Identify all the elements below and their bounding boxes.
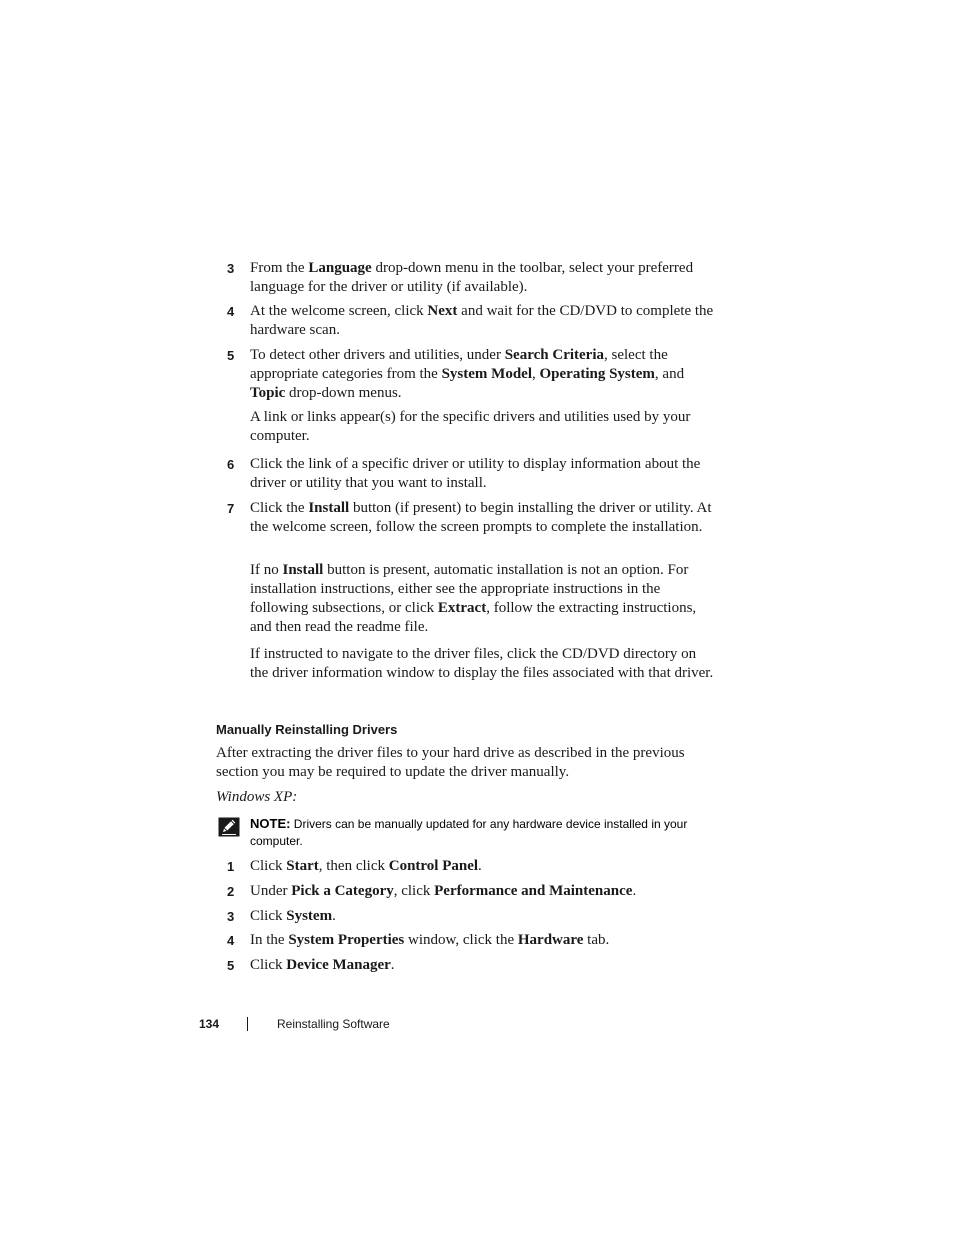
step-text: To detect other drivers and utilities, under Search Criteria, select the appropriate categories from the System Model, Operating System, and Topic drop-down menus. <box>250 347 685 401</box>
xp-step-1 <box>227 857 717 876</box>
step-7-followup-navigate: If instructed to navigate to the driver files, click the CD/DVD directory on the driver information window to display the files associated with that driver. <box>250 646 714 681</box>
step-3 <box>227 259 717 297</box>
footer-divider <box>247 1017 248 1031</box>
step-5-followup: A link or links appear(s) for the specific drivers and utilities used by your computer. <box>250 409 691 444</box>
chapter-title: Reinstalling Software <box>277 1017 390 1031</box>
step-number: 4 <box>227 933 235 948</box>
step-text: Click Device Manager. <box>250 957 395 973</box>
note-box <box>216 815 718 850</box>
step-number: 5 <box>227 348 235 363</box>
note-pencil-icon <box>218 817 240 837</box>
xp-step-3 <box>227 907 717 926</box>
step-7 <box>227 499 717 537</box>
step-5 <box>227 346 717 403</box>
step-number: 3 <box>227 261 235 276</box>
step-number: 1 <box>227 859 235 874</box>
step-4 <box>227 302 717 340</box>
section-heading: Manually Reinstalling Drivers <box>216 722 398 737</box>
step-text: At the welcome screen, click Next and wait for the CD/DVD to complete the hardware scan. <box>250 303 714 338</box>
step-text: In the System Properties window, click the Hardware tab. <box>250 932 610 948</box>
step-text: Click the link of a specific driver or utility to display information about the driver or utility that you want to install. <box>250 456 701 491</box>
os-label: Windows XP: <box>216 789 298 805</box>
step-text: Click System. <box>250 908 336 924</box>
step-number: 7 <box>227 501 235 516</box>
note-text: NOTE: Drivers can be manually updated for any hardware device installed in your computer. <box>250 816 688 848</box>
step-number: 2 <box>227 884 235 899</box>
section-intro: After extracting the driver files to your hard drive as described in the previous section you may be required to update the driver manually. <box>216 745 685 780</box>
step-text: Under Pick a Category, click Performance and Maintenance. <box>250 883 637 899</box>
step-number: 4 <box>227 304 235 319</box>
step-text: From the Language drop-down menu in the toolbar, select your preferred language for the driver or utility (if available). <box>250 260 694 295</box>
page-number: 134 <box>199 1017 220 1031</box>
step-6 <box>227 455 717 493</box>
xp-step-5 <box>227 956 717 975</box>
step-number: 5 <box>227 958 235 973</box>
step-7-followup-install: If no Install button is present, automatic installation is not an option. For installation instructions, either see the appropriate instructions in the following subsections, or click Extract, follow the extracting instructions, and then read the readme file. <box>250 562 697 635</box>
step-number: 3 <box>227 909 235 924</box>
xp-step-2 <box>227 882 717 901</box>
step-text: Click Start, then click Control Panel. <box>250 858 482 874</box>
step-number: 6 <box>227 457 235 472</box>
step-text: Click the Install button (if present) to begin installing the driver or utility. At the welcome screen, follow the screen prompts to complete the installation. <box>250 500 712 535</box>
xp-step-4 <box>227 931 717 950</box>
